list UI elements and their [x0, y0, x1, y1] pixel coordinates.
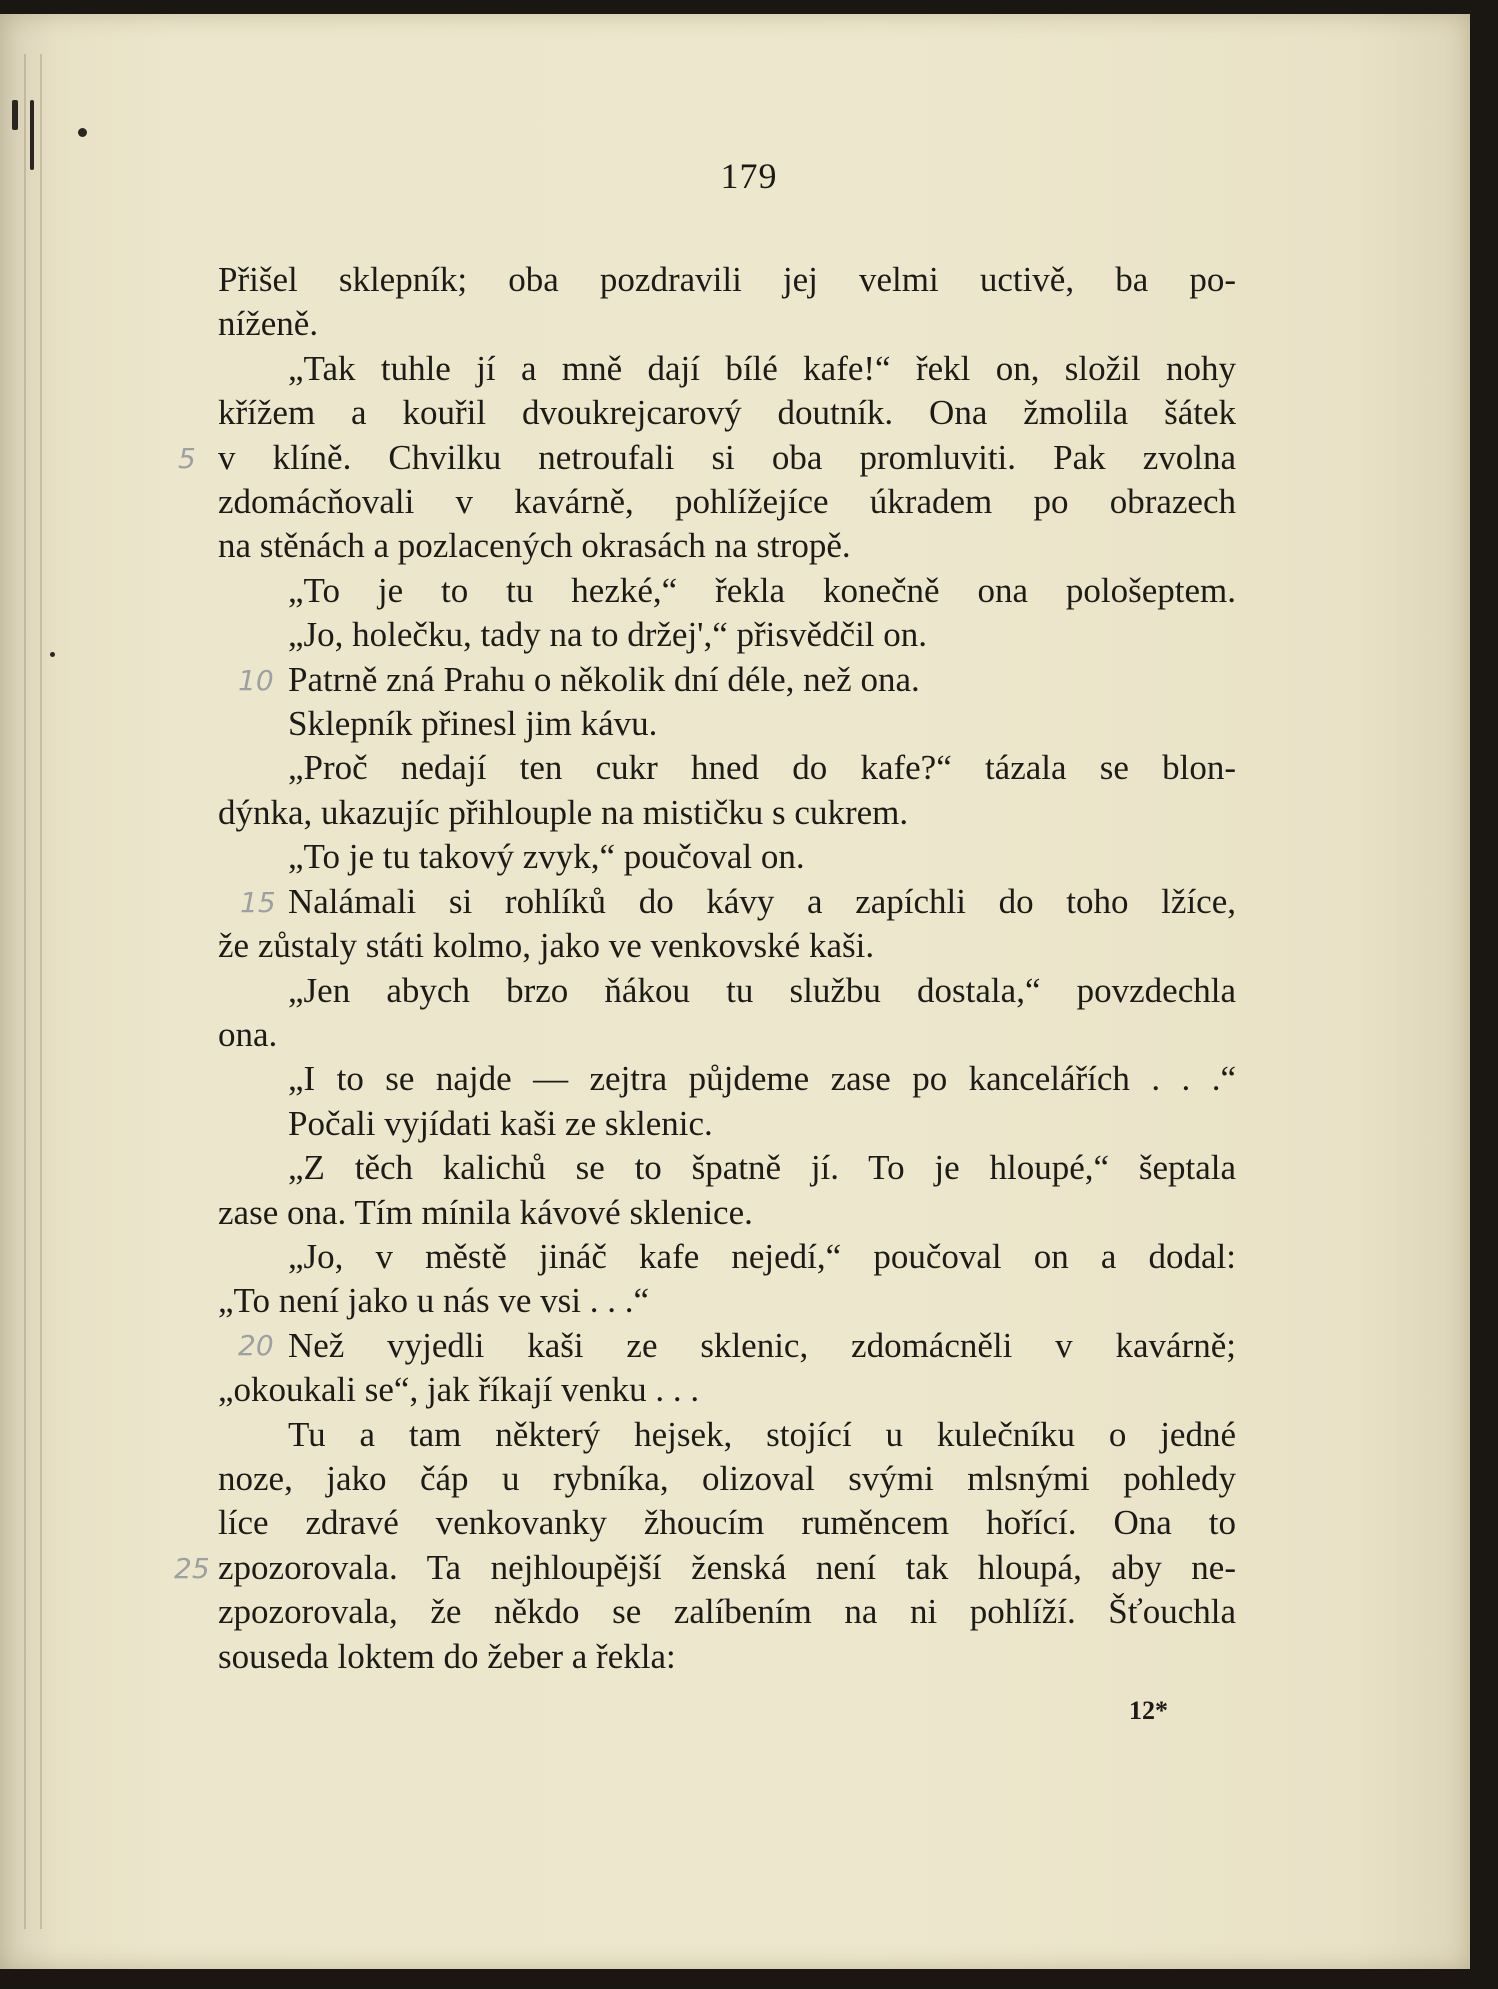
text-line: Sklepník přinesl jim kávu. [288, 704, 658, 744]
text-line: Než vyjedli kaši ze sklenic, zdomácněli v kavárně; [288, 1325, 1236, 1365]
text-line: Přišel sklepník; oba pozdravili jej velmi uctivě, ba po- [218, 260, 1236, 299]
gutter-shadow [24, 54, 26, 1929]
ink-speck [12, 100, 18, 130]
margin-line-number: 10 [238, 664, 274, 697]
ink-speck [78, 128, 87, 137]
text-line: Nalámali si rohlíků do kávy a zapíchli do toho lžíce, [288, 881, 1236, 921]
text-line: Počali vyjídati kaši ze sklenic. [288, 1103, 713, 1143]
text-line: křížem a kouřil dvoukrejcarový doutník. Ona žmolila šátek [218, 393, 1236, 433]
text-line: zpozorovala. Ta nejhloupější ženská není tak hloupá, aby ne- [218, 1547, 1236, 1587]
text-line: ona. [218, 1014, 278, 1054]
text-line: „Z těch kalichů se to špatně jí. To je hloupé,“ šeptala [288, 1148, 1236, 1188]
text-line: že zůstaly státi kolmo, jako ve venkovské kaši. [218, 926, 875, 966]
text-line: zpozorovala, že někdo se zalíbením na ni pohlíží. Šťouchla [218, 1592, 1236, 1632]
signature-mark: 12* [1129, 1696, 1168, 1725]
margin-line-number: 5 [178, 442, 196, 475]
text-line: „okoukali se“, jak říkají venku . . . [218, 1370, 700, 1410]
text-line: zase ona. Tím mínila kávové sklenice. [218, 1192, 753, 1232]
text-line: noze, jako čáp u rybníka, olizoval svými mlsnými pohledy [218, 1458, 1236, 1498]
text-line: „To není jako u nás ve vsi . . .“ [218, 1281, 650, 1321]
text-line: souseda loktem do žeber a řekla: [218, 1636, 676, 1676]
text-line: „To je to tu hezké,“ řekla konečně ona pološeptem. [288, 570, 1236, 610]
text-line: zdomácňovali v kavárně, pohlížejíce úkradem po obrazech [218, 482, 1236, 522]
text-line: Patrně zná Prahu o několik dní déle, než ona. [288, 659, 920, 699]
text-line: „I to se najde — zejtra půjdeme zase po kancelářích . . .“ [288, 1059, 1236, 1099]
text-line: „To je tu takový zvyk,“ poučoval on. [288, 837, 805, 877]
text-line: v klíně. Chvilku netroufali si oba promluviti. Pak zvolna [218, 437, 1236, 477]
margin-line-number: 20 [238, 1329, 274, 1362]
text-line: „Proč nedají ten cukr hned do kafe?“ tázala se blon- [288, 748, 1236, 788]
body-text [218, 258, 1236, 1679]
text-line: dýnka, ukazujíc přihlouple na mističku s cukrem. [218, 792, 909, 832]
page-number: 179 [720, 156, 778, 196]
text-line: „Jen abych brzo ňákou tu službu dostala,“ povzdechla [288, 970, 1236, 1010]
gutter-shadow [40, 54, 42, 1929]
text-line: níženě. [218, 304, 319, 344]
text-line: „Jo, v městě jináč kafe nejedí,“ poučoval on a dodal: [288, 1236, 1236, 1276]
text-line: „Tak tuhle jí a mně dají bílé kafe!“ řekl on, složil nohy [288, 348, 1236, 388]
text-line: na stěnách a pozlacených okrasách na stropě. [218, 526, 851, 566]
text-line: líce zdravé venkovanky žhoucím ruměncem hořící. Ona to [218, 1503, 1236, 1543]
margin-line-number: 15 [240, 886, 276, 919]
margin-line-number: 25 [174, 1552, 210, 1585]
ink-speck [50, 652, 55, 657]
text-line: Tu a tam některý hejsek, stojící u kulečníku o jedné [288, 1414, 1236, 1454]
text-line: „Jo, holečku, tady na to držej',“ přisvědčil on. [288, 615, 928, 655]
